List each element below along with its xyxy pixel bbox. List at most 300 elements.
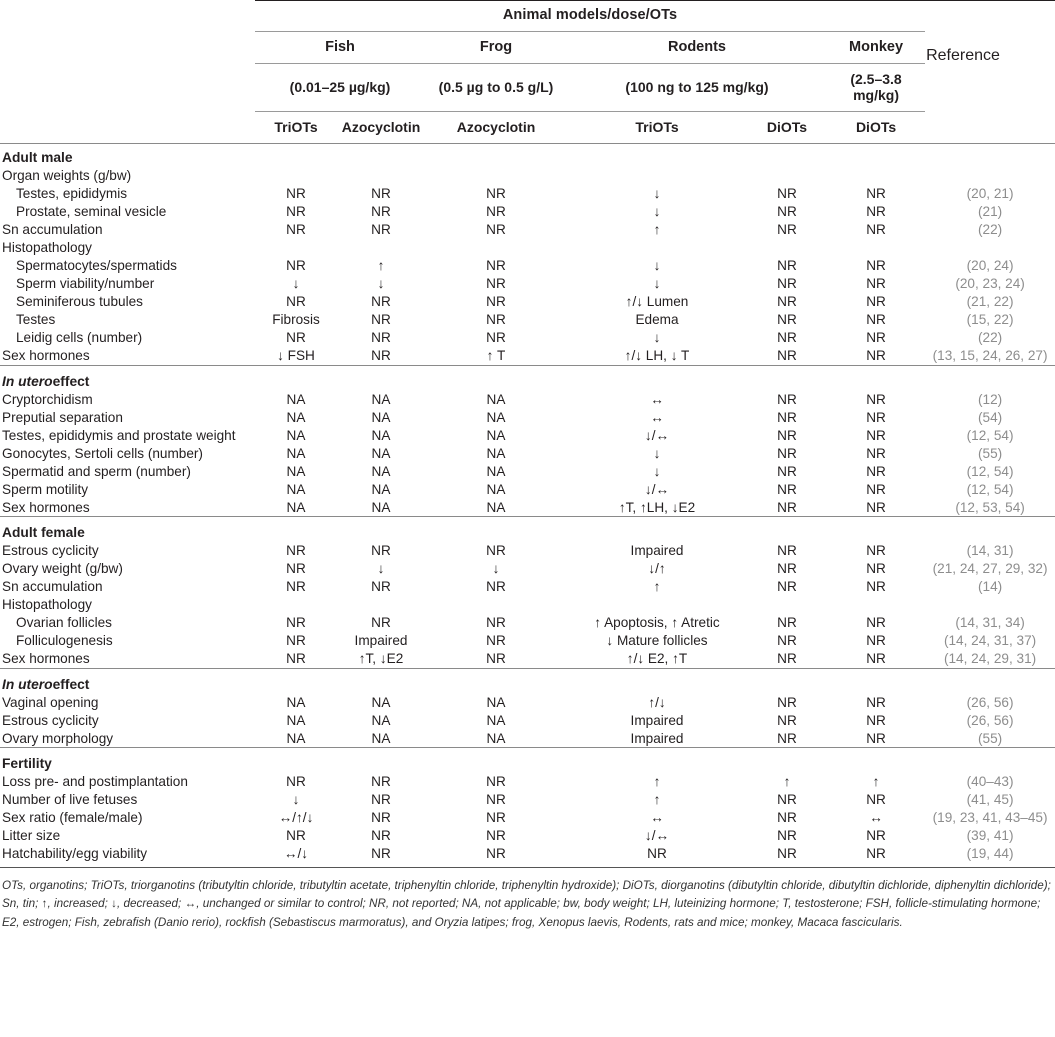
row-label: Preputial separation bbox=[2, 409, 123, 425]
cell-reference bbox=[925, 239, 1055, 257]
header-dose-frog: (0.5 µg to 0.5 g/L) bbox=[425, 64, 567, 112]
section-title-pad bbox=[337, 755, 425, 773]
cell-value bbox=[567, 167, 747, 185]
cell-value: NR bbox=[371, 222, 391, 237]
cell-value bbox=[567, 596, 747, 614]
cell-value: ↓ bbox=[292, 276, 300, 291]
cell-value: NR bbox=[866, 561, 886, 576]
cell-value: ↓ bbox=[653, 186, 661, 201]
section-title-pad bbox=[425, 149, 567, 167]
cell-reference: (12, 53, 54) bbox=[955, 499, 1025, 515]
cell-reference: (19, 44) bbox=[966, 846, 1014, 861]
header-subcol-frog-azocyclotin: Azocyclotin bbox=[425, 112, 567, 144]
cell-value: NR bbox=[866, 651, 886, 666]
cell-value: NR bbox=[647, 846, 667, 861]
cell-value: NR bbox=[777, 810, 797, 825]
cell-value: NR bbox=[777, 186, 797, 201]
cell-value: NR bbox=[286, 186, 306, 201]
section-title-rest: effect bbox=[52, 676, 90, 692]
cell-value: NA bbox=[286, 712, 306, 728]
row-label: Ovary weight (g/bw) bbox=[2, 561, 123, 576]
cell-value bbox=[337, 239, 425, 257]
section-title-pad bbox=[255, 372, 337, 390]
cell-value: NR bbox=[371, 774, 391, 789]
row-label: Sn accumulation bbox=[2, 579, 103, 594]
cell-reference: (14, 24, 29, 31) bbox=[943, 651, 1037, 666]
cell-value: NR bbox=[866, 409, 886, 425]
table-row bbox=[0, 560, 1055, 578]
row-label: Vaginal opening bbox=[2, 694, 99, 710]
section-title-row bbox=[0, 372, 1055, 390]
cell-value: NA bbox=[486, 499, 506, 515]
row-label: Testes, epididymis bbox=[16, 186, 128, 201]
cell-value: NR bbox=[866, 481, 886, 497]
cell-reference: (22) bbox=[977, 330, 1003, 345]
cell-value: NR bbox=[371, 348, 391, 363]
cell-value: NR bbox=[866, 846, 886, 861]
cell-value: NA bbox=[286, 499, 306, 515]
cell-reference: (14, 31, 34) bbox=[955, 615, 1025, 630]
cell-value: NR bbox=[777, 499, 797, 515]
section-title-pad bbox=[255, 149, 337, 167]
section-title-pad bbox=[255, 675, 337, 693]
cell-reference bbox=[925, 167, 1055, 185]
cell-value: NR bbox=[777, 846, 797, 861]
cell-reference: (14, 31) bbox=[966, 543, 1014, 558]
cell-value: ↓ bbox=[377, 276, 385, 291]
cell-value: NR bbox=[777, 445, 797, 461]
cell-value: NR bbox=[286, 543, 306, 558]
table-row bbox=[0, 773, 1055, 791]
cell-reference: (12, 54) bbox=[966, 463, 1014, 479]
cell-value: NR bbox=[866, 828, 886, 843]
cell-value: NA bbox=[486, 409, 506, 425]
cell-value: ↓ bbox=[653, 276, 661, 291]
section-title-pad bbox=[567, 372, 747, 390]
cell-value: NA bbox=[286, 463, 306, 479]
cell-value: ↓/↔ bbox=[644, 427, 670, 443]
cell-reference: (20, 24) bbox=[966, 258, 1014, 273]
cell-value: NR bbox=[866, 445, 886, 461]
cell-reference: (21, 22) bbox=[966, 294, 1014, 309]
cell-reference: (12, 54) bbox=[966, 481, 1014, 497]
table-header bbox=[0, 1, 1055, 144]
cell-value: NR bbox=[486, 330, 506, 345]
cell-value: NR bbox=[486, 222, 506, 237]
cell-value: ↓ Mature follicles bbox=[606, 633, 708, 648]
cell-value: ↓/↔ bbox=[644, 481, 670, 497]
header-group-title: Animal models/dose/OTs bbox=[255, 1, 925, 32]
table-row bbox=[0, 650, 1055, 669]
row-label: Estrous cyclicity bbox=[2, 543, 99, 558]
table-row bbox=[0, 480, 1055, 498]
cell-value: NA bbox=[486, 481, 506, 497]
cell-value: NR bbox=[866, 579, 886, 594]
header-spacer-1 bbox=[0, 32, 255, 64]
section-title-pad bbox=[337, 372, 425, 390]
header-species-row bbox=[0, 32, 1055, 64]
cell-value: NR bbox=[777, 694, 797, 710]
cell-value: NR bbox=[777, 222, 797, 237]
cell-value: NR bbox=[286, 294, 306, 309]
cell-value: NR bbox=[486, 846, 506, 861]
section-title-pad bbox=[747, 524, 827, 542]
section-title-pad bbox=[337, 675, 425, 693]
cell-value: NR bbox=[777, 792, 797, 807]
cell-value: ↑/↓ Lumen bbox=[625, 294, 689, 309]
table-footnote: OTs, organotins; TriOTs, triorganotins (tributyltin chloride, tributyltin acetate, triphenyltin chloride, triphenyltin hydroxide); DiOTs, diorganotins (dibutyltin chloride, dibutyltin dichloride, diphenyltin dichloride); Sn, tin; ↑, increased; ↓, decreased; ↔, unchanged or similar to control; NR, not reported; NA, not applicable; bw, body weight; LH, luteinizing hormone; T, testosterone; FSH, follicle-stimulating hormone; E2, estrogen; Fish, zebrafish (Danio rerio), rockfish (Sebastiscus marmoratus), and Oryzia latipes; frog, Xenopus laevis, Rodents, rats and mice; monkey, Macaca fascicularis. bbox=[2, 878, 1051, 930]
row-label: Leidig cells (number) bbox=[16, 330, 143, 345]
row-label: Seminiferous tubules bbox=[16, 294, 143, 309]
cell-value: NA bbox=[486, 445, 506, 461]
cell-reference: (21, 24, 27, 29, 32) bbox=[932, 561, 1048, 576]
cell-value: NR bbox=[486, 651, 506, 666]
cell-value: NA bbox=[486, 391, 506, 407]
header-subcol-row bbox=[0, 112, 1055, 144]
cell-value: NR bbox=[371, 615, 391, 630]
table-row bbox=[0, 444, 1055, 462]
section-title-pad bbox=[747, 755, 827, 773]
cell-value: NR bbox=[371, 312, 391, 327]
cell-value: NR bbox=[486, 312, 506, 327]
cell-reference: (54) bbox=[977, 409, 1003, 425]
cell-value: NA bbox=[286, 694, 306, 710]
cell-value: ↑ bbox=[653, 579, 661, 594]
row-label: Sn accumulation bbox=[2, 222, 103, 237]
cell-value: NR bbox=[371, 543, 391, 558]
cell-value: NR bbox=[777, 409, 797, 425]
cell-reference: (15, 22) bbox=[966, 312, 1014, 327]
cell-value: ↑/↓ LH, ↓ T bbox=[624, 348, 690, 363]
cell-value: NR bbox=[777, 579, 797, 594]
header-species-fish: Fish bbox=[255, 32, 425, 64]
cell-value bbox=[747, 596, 827, 614]
cell-reference: (13, 15, 24, 26, 27) bbox=[932, 348, 1048, 363]
cell-reference: (40–43) bbox=[966, 774, 1014, 789]
cell-value bbox=[425, 167, 567, 185]
cell-value: ↑T, ↑LH, ↓E2 bbox=[618, 499, 696, 515]
row-label: Gonocytes, Sertoli cells (number) bbox=[2, 445, 203, 461]
cell-value: NA bbox=[371, 730, 391, 746]
cell-value: NR bbox=[866, 463, 886, 479]
cell-value: NA bbox=[486, 712, 506, 728]
table-row bbox=[0, 347, 1055, 366]
cell-value: NR bbox=[286, 633, 306, 648]
section-title-italic: In utero bbox=[2, 676, 53, 692]
cell-value: ↓ bbox=[653, 463, 661, 479]
header-subcol-monkey-diots: DiOTs bbox=[827, 112, 925, 144]
section-title-pad bbox=[747, 149, 827, 167]
cell-value: NR bbox=[866, 330, 886, 345]
cell-value: NR bbox=[486, 615, 506, 630]
header-dose-rodents: (100 ng to 125 mg/kg) bbox=[567, 64, 827, 112]
cell-reference: (14) bbox=[977, 579, 1003, 594]
section-title-pad bbox=[567, 524, 747, 542]
cell-value: NA bbox=[286, 391, 306, 407]
cell-value: ↑ T bbox=[486, 348, 506, 363]
cell-reference: (39, 41) bbox=[966, 828, 1014, 843]
cell-value bbox=[255, 239, 337, 257]
section-title-pad bbox=[255, 524, 337, 542]
cell-value: NR bbox=[286, 579, 306, 594]
cell-value: NR bbox=[866, 499, 886, 515]
cell-value: Impaired bbox=[354, 633, 408, 648]
section-title-italic: In utero bbox=[2, 373, 53, 389]
header-corner-spacer bbox=[0, 1, 255, 32]
table-row bbox=[0, 711, 1055, 729]
cell-value: NR bbox=[486, 204, 506, 219]
cell-reference: (26, 56) bbox=[966, 694, 1014, 710]
section-title-pad bbox=[425, 372, 567, 390]
cell-value: Fibrosis bbox=[272, 312, 320, 327]
table-row bbox=[0, 221, 1055, 239]
table-row bbox=[0, 729, 1055, 748]
cell-reference: (22) bbox=[977, 222, 1003, 237]
cell-value: NR bbox=[866, 222, 886, 237]
section-divider bbox=[0, 365, 1055, 372]
section-title-pad bbox=[567, 755, 747, 773]
cell-value: NR bbox=[286, 258, 306, 273]
table-row bbox=[0, 632, 1055, 650]
cell-value: NA bbox=[486, 463, 506, 479]
section-title-pad bbox=[337, 149, 425, 167]
cell-value: NR bbox=[286, 330, 306, 345]
row-label: Sex ratio (female/male) bbox=[2, 810, 143, 825]
section-title-pad bbox=[425, 524, 567, 542]
cell-value bbox=[747, 239, 827, 257]
cell-value: NR bbox=[486, 186, 506, 201]
section-title-pad bbox=[827, 675, 925, 693]
cell-value: NA bbox=[286, 481, 306, 497]
cell-reference: (26, 56) bbox=[966, 712, 1014, 728]
cell-value: NR bbox=[486, 258, 506, 273]
cell-value: Impaired bbox=[630, 712, 684, 728]
cell-value: Edema bbox=[635, 312, 679, 327]
section-title-pad bbox=[425, 675, 567, 693]
cell-value: ↑ bbox=[783, 774, 791, 789]
cell-value: ↓ bbox=[653, 204, 661, 219]
cell-value: NR bbox=[371, 330, 391, 345]
cell-value bbox=[255, 167, 337, 185]
row-label: Folliculogenesis bbox=[16, 633, 113, 648]
table-row bbox=[0, 203, 1055, 221]
header-spacer-3 bbox=[0, 112, 255, 144]
cell-value: NR bbox=[866, 186, 886, 201]
cell-value: NA bbox=[286, 730, 306, 746]
cell-value: ↑ Apoptosis, ↑ Atretic bbox=[594, 615, 720, 630]
cell-value: ↑ bbox=[377, 258, 385, 273]
cell-value: ↑/↓ bbox=[648, 694, 666, 710]
cell-value: NR bbox=[371, 792, 391, 807]
header-group-row bbox=[0, 1, 1055, 32]
row-label: Litter size bbox=[2, 828, 61, 843]
cell-value: ↓ FSH bbox=[277, 348, 315, 363]
cell-value: NA bbox=[286, 445, 306, 461]
cell-value: NR bbox=[371, 186, 391, 201]
section-divider bbox=[0, 748, 1055, 755]
cell-value: ↔ bbox=[650, 409, 664, 425]
cell-reference: (55) bbox=[977, 730, 1003, 746]
table-row bbox=[0, 578, 1055, 596]
cell-value: NR bbox=[371, 846, 391, 861]
table-row bbox=[0, 614, 1055, 632]
cell-value: NR bbox=[866, 712, 886, 728]
section-title bbox=[0, 372, 255, 390]
cell-value: NA bbox=[371, 391, 391, 407]
cell-value bbox=[425, 596, 567, 614]
section-title-row bbox=[0, 675, 1055, 693]
section-title-pad bbox=[567, 675, 747, 693]
cell-value: ↔ bbox=[650, 810, 664, 825]
header-subcol-fish-triots: TriOTs bbox=[255, 112, 337, 144]
header-subcol-rodents-diots: DiOTs bbox=[747, 112, 827, 144]
cell-value: NA bbox=[286, 427, 306, 443]
row-label: Testes bbox=[16, 312, 56, 327]
cell-value: NR bbox=[286, 615, 306, 630]
cell-value: NR bbox=[777, 828, 797, 843]
cell-value: ↑ bbox=[872, 774, 880, 789]
cell-value: ↓/↔ bbox=[644, 828, 670, 843]
header-dose-fish: (0.01–25 µg/kg) bbox=[255, 64, 425, 112]
row-label: Sperm viability/number bbox=[16, 276, 155, 291]
cell-value: NR bbox=[866, 633, 886, 648]
cell-value: NR bbox=[777, 561, 797, 576]
cell-value: NR bbox=[371, 810, 391, 825]
row-label: Spermatocytes/spermatids bbox=[16, 258, 177, 273]
cell-value: NR bbox=[371, 828, 391, 843]
section-title: Adult female bbox=[2, 525, 85, 540]
cell-value: ↓ bbox=[653, 330, 661, 345]
cell-value: ↔/↓ bbox=[283, 846, 309, 861]
header-species-monkey: Monkey bbox=[827, 32, 925, 64]
cell-value: NR bbox=[777, 543, 797, 558]
cell-value: NR bbox=[486, 579, 506, 594]
section-title-pad bbox=[747, 675, 827, 693]
table-row bbox=[0, 845, 1055, 863]
section-divider bbox=[0, 668, 1055, 675]
cell-value: ↓ bbox=[492, 561, 500, 576]
cell-value: NR bbox=[286, 222, 306, 237]
cell-reference: (20, 23, 24) bbox=[955, 276, 1025, 291]
cell-value bbox=[255, 596, 337, 614]
section-title: Fertility bbox=[2, 756, 52, 771]
cell-value: NR bbox=[371, 579, 391, 594]
cell-value bbox=[337, 167, 425, 185]
table-row bbox=[0, 239, 1055, 257]
cell-value: NR bbox=[866, 391, 886, 407]
cell-value: ↔/↑/↓ bbox=[278, 810, 314, 825]
section-title-rest: effect bbox=[52, 373, 90, 389]
cell-value: ↓ bbox=[653, 258, 661, 273]
cell-value bbox=[567, 239, 747, 257]
cell-value: NR bbox=[286, 561, 306, 576]
cell-reference: (20, 21) bbox=[966, 186, 1014, 201]
header-species-rodents: Rodents bbox=[567, 32, 827, 64]
cell-value: NR bbox=[486, 774, 506, 789]
cell-value: NR bbox=[866, 312, 886, 327]
cell-reference: (12) bbox=[977, 391, 1003, 407]
cell-value: ↑T, ↓E2 bbox=[358, 651, 404, 666]
cell-value: NR bbox=[486, 294, 506, 309]
table-row bbox=[0, 311, 1055, 329]
cell-value: Impaired bbox=[630, 543, 684, 558]
table-row bbox=[0, 542, 1055, 560]
header-reference-label: Reference bbox=[925, 1, 1055, 112]
cell-value: NR bbox=[777, 204, 797, 219]
cell-value: NR bbox=[777, 312, 797, 327]
section-title-pad bbox=[925, 524, 1055, 542]
section-title-pad bbox=[925, 755, 1055, 773]
cell-value: NR bbox=[286, 774, 306, 789]
cell-value: Impaired bbox=[630, 730, 684, 746]
cell-value: NR bbox=[777, 615, 797, 630]
table-row bbox=[0, 408, 1055, 426]
header-dose-row bbox=[0, 64, 1055, 112]
cell-value: ↑/↓ E2, ↑T bbox=[626, 651, 688, 666]
cell-value bbox=[337, 596, 425, 614]
cell-value: NR bbox=[777, 276, 797, 291]
table-row bbox=[0, 426, 1055, 444]
cell-value: NA bbox=[486, 427, 506, 443]
table-row bbox=[0, 167, 1055, 185]
cell-value: NA bbox=[371, 712, 391, 728]
cell-value: NR bbox=[777, 258, 797, 273]
section-title-pad bbox=[925, 149, 1055, 167]
cell-value: NR bbox=[777, 391, 797, 407]
cell-value: ↓ bbox=[377, 561, 385, 576]
cell-reference: (14, 24, 31, 37) bbox=[943, 633, 1037, 648]
table-row bbox=[0, 809, 1055, 827]
section-title-pad bbox=[925, 675, 1055, 693]
cell-value: NA bbox=[286, 409, 306, 425]
row-label: Sex hormones bbox=[2, 348, 90, 363]
cell-value bbox=[827, 596, 925, 614]
cell-value: NR bbox=[866, 348, 886, 363]
cell-value: NA bbox=[371, 445, 391, 461]
row-label: Hatchability/egg viability bbox=[2, 846, 148, 861]
cell-reference: (55) bbox=[977, 445, 1003, 461]
row-label: Histopathology bbox=[2, 240, 92, 255]
cell-value: NA bbox=[486, 730, 506, 746]
section-title bbox=[0, 675, 255, 693]
table-row bbox=[0, 329, 1055, 347]
cell-value: NR bbox=[486, 792, 506, 807]
header-spacer-2 bbox=[0, 64, 255, 112]
cell-value: NR bbox=[777, 633, 797, 648]
section-title-pad bbox=[425, 755, 567, 773]
cell-value: ↔ bbox=[869, 810, 883, 825]
section-title-pad bbox=[827, 524, 925, 542]
cell-value: ↑ bbox=[653, 774, 661, 789]
cell-value: ↔ bbox=[650, 391, 664, 407]
cell-value: NR bbox=[866, 276, 886, 291]
cell-value: NA bbox=[371, 499, 391, 515]
section-title-row bbox=[0, 524, 1055, 542]
row-label: Sex hormones bbox=[2, 499, 90, 515]
section-title-row bbox=[0, 755, 1055, 773]
header-dose-monkey: (2.5–3.8 mg/kg) bbox=[827, 64, 925, 112]
row-label: Testes, epididymis and prostate weight bbox=[2, 427, 236, 443]
section-title-pad bbox=[747, 372, 827, 390]
section-title: Adult male bbox=[2, 150, 73, 165]
cell-value bbox=[827, 167, 925, 185]
row-label: Loss pre- and postimplantation bbox=[2, 774, 188, 789]
header-spacer-4 bbox=[925, 112, 1055, 144]
cell-value: NR bbox=[486, 633, 506, 648]
row-label: Cryptorchidism bbox=[2, 391, 93, 407]
header-subcol-rodents-triots: TriOTs bbox=[567, 112, 747, 144]
row-label: Number of live fetuses bbox=[2, 792, 138, 807]
